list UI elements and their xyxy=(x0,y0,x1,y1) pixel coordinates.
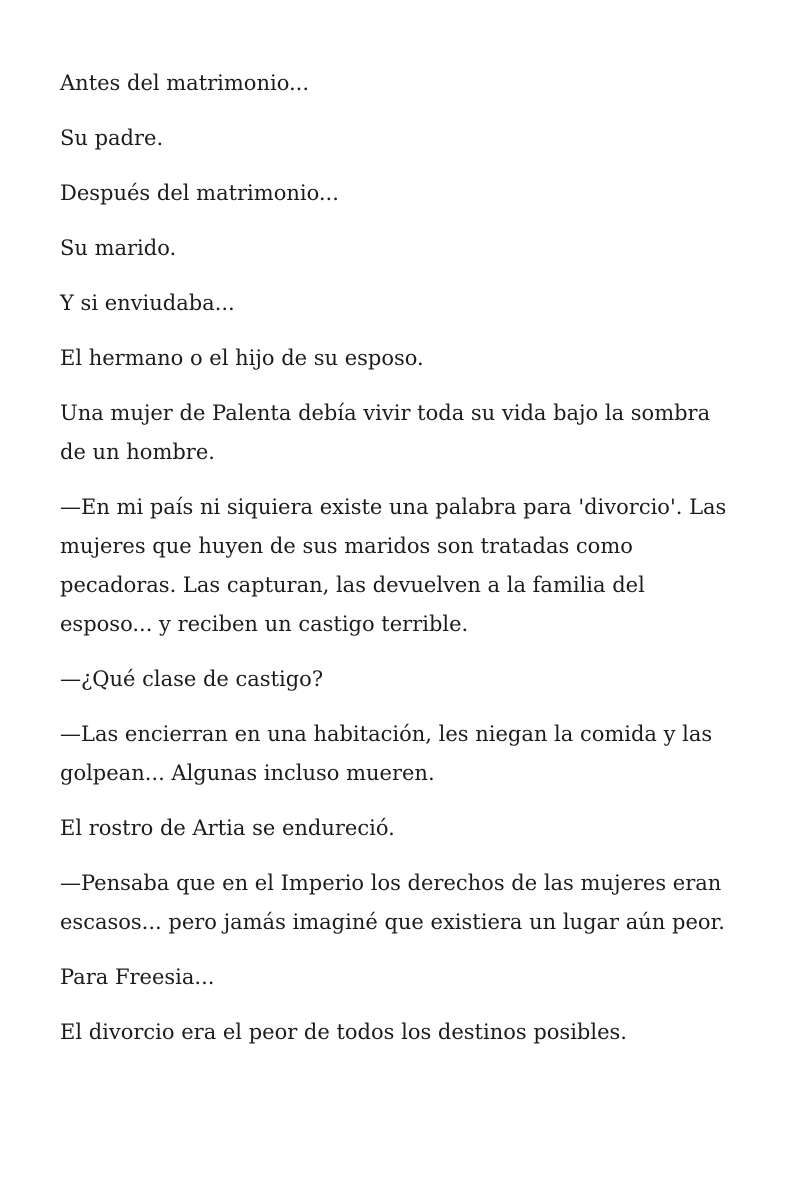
paragraph: Y si enviudaba... xyxy=(60,291,235,315)
paragraph: —¿Qué clase de castigo? xyxy=(60,667,324,691)
paragraph: Una mujer de Palenta debía vivir toda su vida bajo la sombra de un hombre. xyxy=(60,401,711,464)
paragraph: Antes del matrimonio... xyxy=(60,71,309,95)
paragraph: —En mi país ni siquiera existe una palabra para 'divorcio'. Las mujeres que huyen de sus maridos son tratadas como pecadoras. Las capturan, las devuelven a la familia del esposo... y reciben un castigo terrible. xyxy=(60,495,727,636)
paragraph: El hermano o el hijo de su esposo. xyxy=(60,346,424,370)
paragraph: —Pensaba que en el Imperio los derechos de las mujeres eran escasos... pero jamás imaginé que existiera un lugar aún peor. xyxy=(60,871,725,934)
document-body xyxy=(60,64,740,1068)
paragraph: Para Freesia... xyxy=(60,965,215,989)
paragraph: El rostro de Artia se endureció. xyxy=(60,816,395,840)
paragraph: El divorcio era el peor de todos los destinos posibles. xyxy=(60,1020,627,1044)
paragraph: Después del matrimonio... xyxy=(60,181,339,205)
paragraph: Su marido. xyxy=(60,236,177,260)
paragraph: Su padre. xyxy=(60,126,164,150)
paragraph: —Las encierran en una habitación, les niegan la comida y las golpean... Algunas incluso mueren. xyxy=(60,722,713,785)
